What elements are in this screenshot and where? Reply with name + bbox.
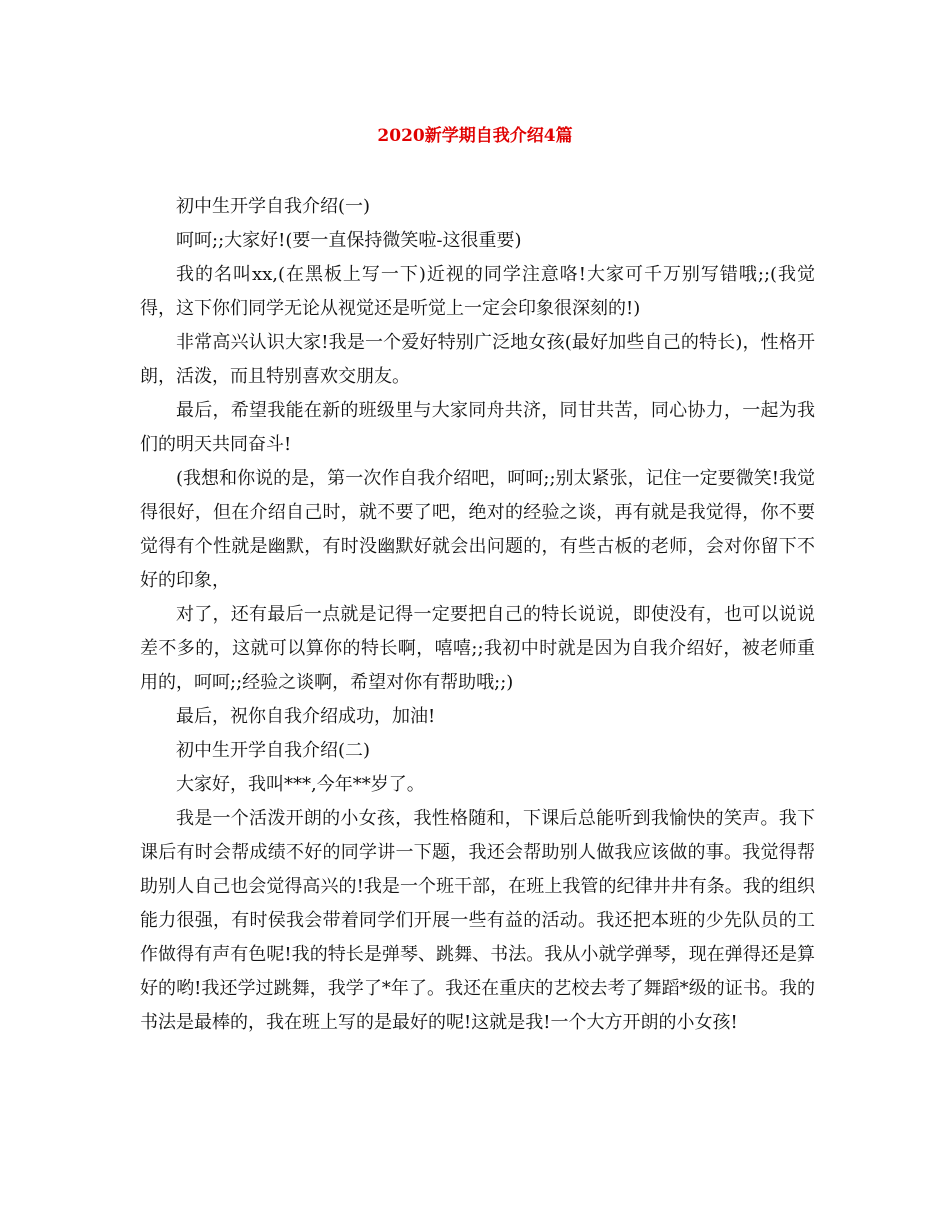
paragraph: 非常高兴认识大家!我是一个爱好特别广泛地女孩(最好加些自己的特长)，性格开朗，活泼，而且特别喜欢交朋友。 (140, 332, 815, 387)
paragraph: 呵呵;;大家好!(要一直保持微笑啦-这很重要) (176, 230, 522, 251)
paragraph: (我想和你说的是，第一次作自我介绍吧，呵呵;;别太紧张，记住一定要微笑!我觉得很好，但在介绍自己时，就不要了吧，绝对的经验之谈，再有就是我觉得，你不要觉得有个性就是幽默，有时没幽默好就会出问题的，有些古板的老师，会对你留下不好的印象， (140, 468, 815, 591)
document-title: 2020新学期自我介绍4篇 (377, 126, 573, 146)
paragraph: 对了，还有最后一点就是记得一定要把自己的特长说说，即使没有，也可以说说差不多的，这就可以算你的特长啊，嘻嘻;;我初中时就是因为自我介绍好，被老师重用的，呵呵;;经验之谈啊，希望对你有帮助哦;;) (140, 604, 815, 693)
paragraph: 初中生开学自我介绍(二) (176, 740, 371, 761)
paragraph: 初中生开学自我介绍(一) (176, 196, 371, 217)
paragraph: 我的名叫xx,(在黑板上写一下)近视的同学注意咯!大家可千万别写错哦;;(我觉得，这下你们同学无论从视觉还是听觉上一定会印象很深刻的!) (140, 264, 815, 319)
paragraph: 最后，祝你自我介绍成功，加油! (176, 706, 436, 727)
paragraph: 大家好，我叫***,今年**岁了。 (176, 774, 425, 795)
paragraph: 我是一个活泼开朗的小女孩，我性格随和，下课后总能听到我愉快的笑声。我下课后有时会帮成绩不好的同学讲一下题，我还会帮助别人做我应该做的事。我觉得帮助别人自己也会觉得高兴的!我是一个班干部，在班上我管的纪律井井有条。我的组织能力很强，有时侯我会带着同学们开展一些有益的活动。我还把本班的少先队员的工作做得有声有色呢!我的特长是弹琴、跳舞、书法。我从小就学弹琴，现在弹得还是算好的哟!我还学过跳舞，我学了*年了。我还在重庆的艺校去考了舞蹈*级的证书。我的书法是最棒的，我在班上写的是最好的呢!这就是我!一个大方开朗的小女孩! (140, 808, 815, 1033)
paragraph: 最后，希望我能在新的班级里与大家同舟共济，同甘共苦，同心协力，一起为我们的明天共同奋斗! (140, 400, 815, 455)
document-body (140, 190, 815, 1040)
